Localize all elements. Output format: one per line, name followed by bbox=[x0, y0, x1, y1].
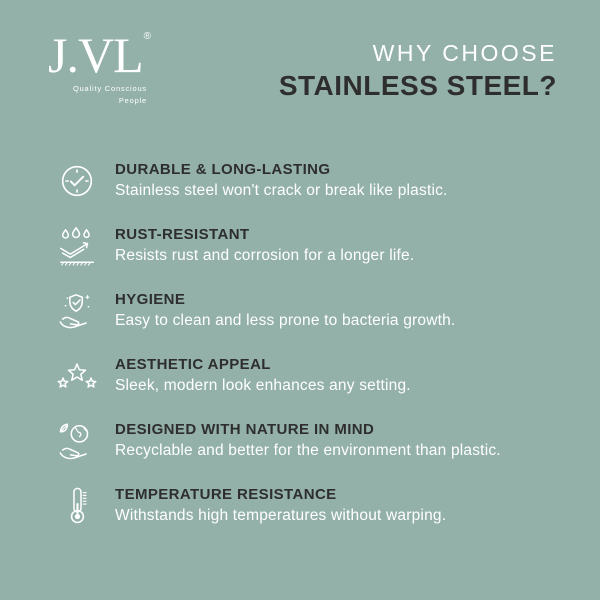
feature-description: Easy to clean and less prone to bacteria growth. bbox=[115, 312, 456, 330]
water-drops-repel-icon bbox=[54, 224, 100, 268]
feature-text bbox=[115, 291, 455, 331]
feature-title: RUST-RESISTANT bbox=[115, 226, 250, 244]
clock-check-icon bbox=[54, 159, 100, 203]
brand-tagline-line1: Quality Conscious bbox=[72, 84, 147, 93]
feature-description: Resists rust and corrosion for a longer life. bbox=[115, 247, 415, 265]
feature-description: Withstands high temperatures without warping. bbox=[115, 507, 447, 525]
header bbox=[0, 0, 600, 107]
stars-icon bbox=[54, 354, 100, 398]
feature-title: HYGIENE bbox=[115, 291, 186, 309]
feature-durability bbox=[54, 159, 562, 203]
feature-description: Sleek, modern look enhances any setting. bbox=[115, 377, 411, 395]
feature-aesthetic bbox=[54, 354, 562, 398]
feature-eco bbox=[54, 419, 562, 463]
brand-tagline-line2: People bbox=[118, 96, 147, 105]
feature-temperature bbox=[54, 484, 562, 528]
feature-rust-resistance bbox=[54, 224, 562, 268]
brand-tagline bbox=[48, 83, 150, 107]
feature-text bbox=[115, 161, 448, 201]
feature-text bbox=[115, 226, 414, 266]
feature-hygiene bbox=[54, 289, 562, 333]
feature-title: TEMPERATURE RESISTANCE bbox=[115, 486, 337, 504]
page-title-line1: WHY CHOOSE bbox=[372, 40, 557, 66]
globe-leaf-hand-icon bbox=[54, 419, 100, 463]
feature-text bbox=[115, 421, 501, 461]
brand-logo bbox=[48, 27, 151, 107]
feature-text bbox=[115, 356, 411, 396]
feature-text bbox=[115, 486, 446, 526]
registered-trademark-icon: ® bbox=[143, 31, 151, 42]
feature-description: Stainless steel won't crack or break like plastic. bbox=[115, 182, 448, 200]
page-title bbox=[279, 30, 557, 102]
brand-wordmark: J.VL bbox=[48, 27, 143, 83]
feature-description: Recyclable and better for the environment than plastic. bbox=[115, 442, 501, 460]
thermometer-icon bbox=[54, 484, 100, 528]
page-title-line2: STAINLESS STEEL? bbox=[278, 69, 557, 101]
feature-list bbox=[54, 159, 562, 528]
feature-title: DESIGNED WITH NATURE IN MIND bbox=[115, 421, 375, 439]
feature-title: AESTHETIC APPEAL bbox=[115, 356, 271, 374]
feature-title: DURABLE & LONG-LASTING bbox=[115, 161, 331, 179]
shield-hand-icon bbox=[54, 289, 100, 333]
